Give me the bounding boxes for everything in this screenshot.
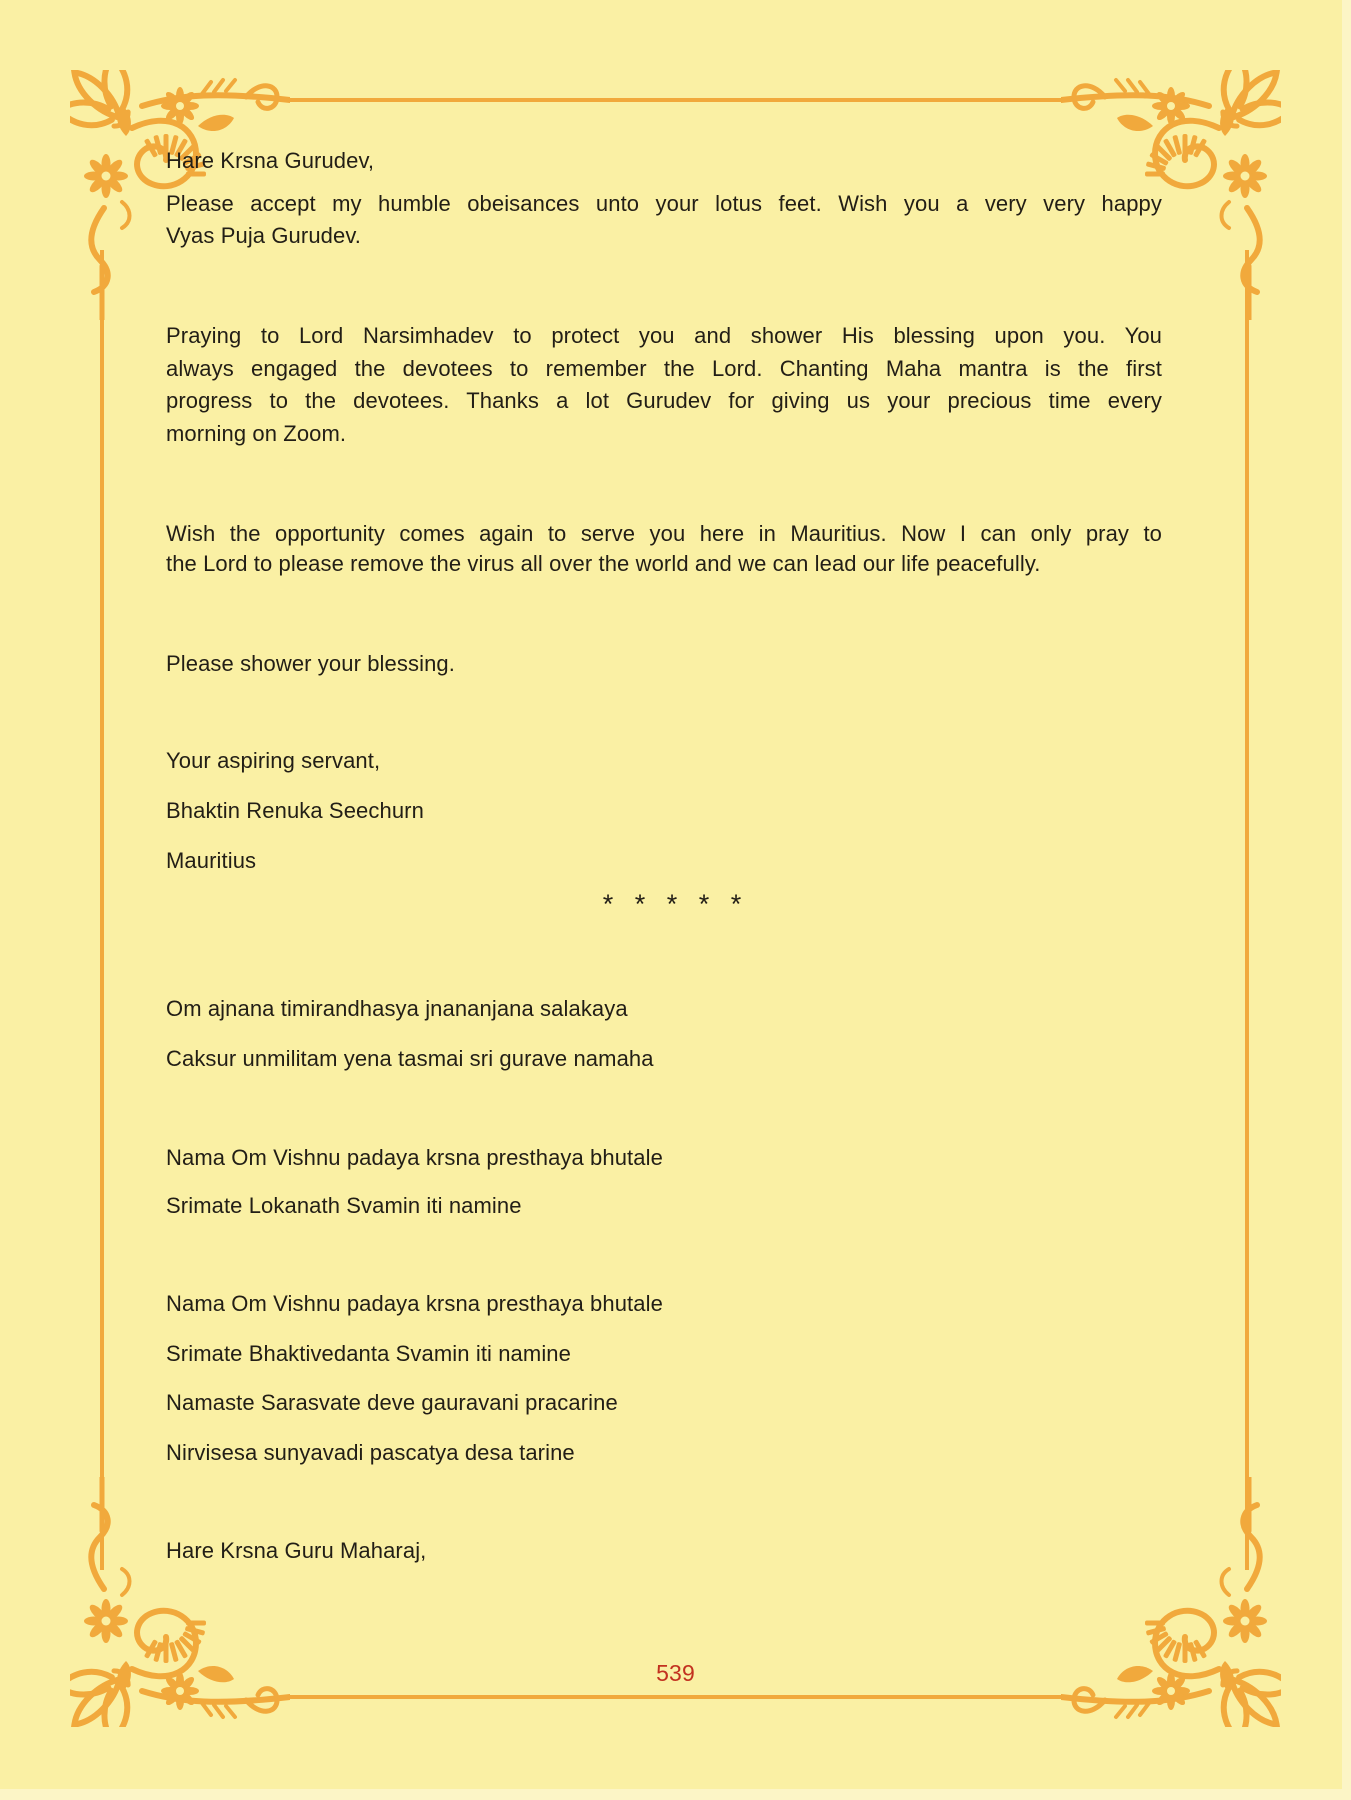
salutation: Hare Krsna Gurudev,: [166, 148, 375, 173]
para3-line1: Wish the opportunity comes again to serve you here in Mauritius. Now I can only pray to: [166, 521, 1162, 546]
para1-line1: Please accept my humble obeisances unto your lotus feet. Wish you a very very happy: [166, 191, 1162, 216]
para1-line2: Vyas Puja Gurudev.: [166, 223, 362, 248]
para2-line3: progress to the devotees. Thanks a lot Gurudev for giving us your precious time every: [166, 388, 1162, 413]
para2-line2: always engaged the devotees to remember the Lord. Chanting Maha mantra is the first: [166, 356, 1162, 381]
signature-location: Mauritius: [166, 848, 257, 873]
mantra1-line2: Caksur unmilitam yena tasmai sri gurave namaha: [166, 1046, 654, 1071]
mantra2-line2: Srimate Lokanath Svamin iti namine: [166, 1193, 522, 1218]
scan-edge-bottom: [0, 1789, 1351, 1800]
mantra2-line1: Nama Om Vishnu padaya krsna presthaya bhutale: [166, 1145, 663, 1170]
mantra1-line1: Om ajnana timirandhasya jnananjana salakaya: [166, 996, 628, 1021]
page-number: 539: [656, 1660, 695, 1686]
para3-line2: the Lord to please remove the virus all over the world and we can lead our life peacefully.: [166, 551, 1041, 576]
mantra3-line4: Nirvisesa sunyavadi pascatya desa tarine: [166, 1440, 575, 1465]
signature-name: Bhaktin Renuka Seechurn: [166, 798, 424, 823]
scan-edge-right: [1342, 0, 1351, 1800]
border-line-top: [285, 98, 1066, 102]
mantra3-line1: Nama Om Vishnu padaya krsna presthaya bhutale: [166, 1291, 663, 1316]
mantra3-line2: Srimate Bhaktivedanta Svamin iti namine: [166, 1341, 571, 1366]
blessing-line: Please shower your blessing.: [166, 651, 455, 676]
mantra3-line3: Namaste Sarasvate deve gauravani pracarine: [166, 1390, 618, 1415]
signature-role: Your aspiring servant,: [166, 748, 381, 773]
border-line-bottom: [285, 1695, 1066, 1699]
para2-line4: morning on Zoom.: [166, 421, 347, 446]
para2-line1: Praying to Lord Narsimhadev to protect you and shower His blessing upon you. You: [166, 323, 1162, 348]
closing-line: Hare Krsna Guru Maharaj,: [166, 1538, 427, 1563]
separator-stars: * * * * *: [602, 889, 749, 919]
